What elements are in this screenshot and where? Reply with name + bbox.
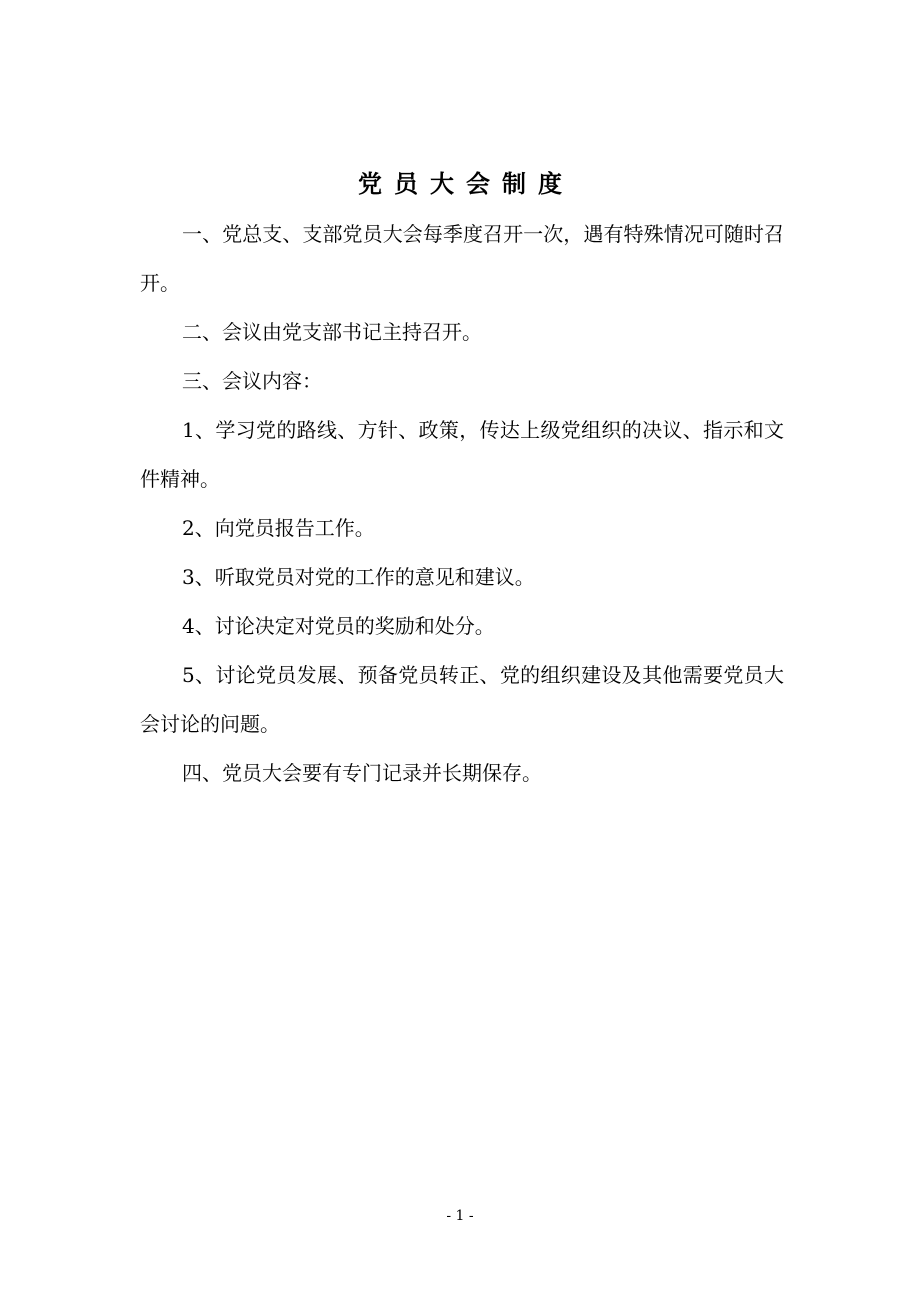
paragraph-1: 一、党总支、支部党员大会每季度召开一次，遇有特殊情况可随时召开。	[140, 222, 784, 295]
paragraph-4: 1、学习党的路线、方针、政策，传达上级党组织的决议、指示和文件精神。	[140, 418, 784, 491]
paragraph-3: 三、会议内容：	[182, 369, 322, 393]
paragraph-8: 5、讨论党员发展、预备党员转正、党的组织建设及其他需要党员大会讨论的问题。	[140, 663, 784, 736]
paragraph-6: 3、听取党员对党的工作的意见和建议。	[182, 565, 535, 589]
paragraph-9: 四、党员大会要有专门记录并长期保存。	[182, 761, 542, 785]
page-number: - 1 -	[446, 1208, 474, 1224]
paragraph-5: 2、向党员报告工作。	[182, 516, 375, 540]
document-body	[140, 210, 784, 798]
paragraph-7: 4、讨论决定对党员的奖励和处分。	[182, 614, 495, 638]
paragraph-2: 二、会议由党支部书记主持召开。	[182, 320, 482, 344]
document-title: 党员大会制度	[358, 170, 574, 198]
